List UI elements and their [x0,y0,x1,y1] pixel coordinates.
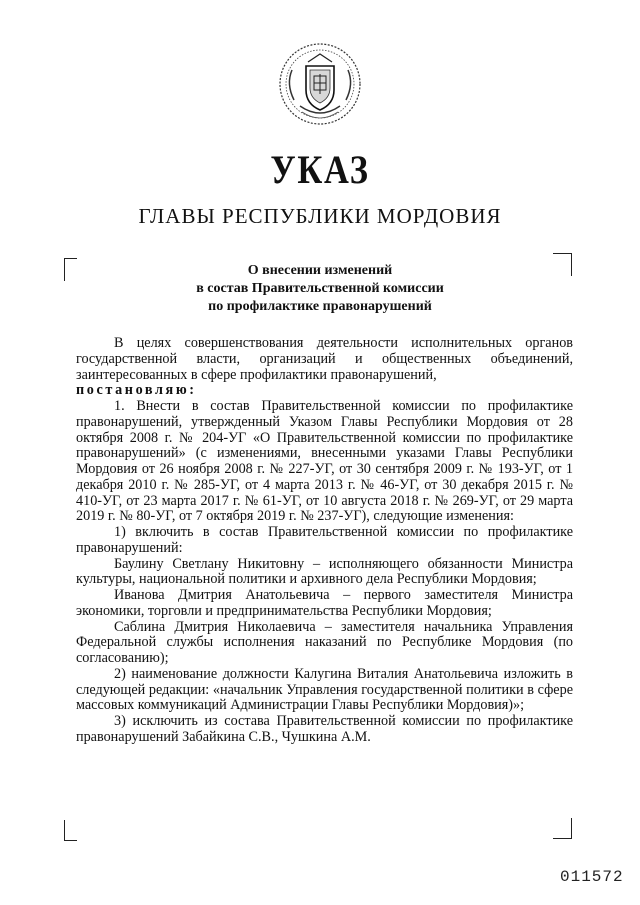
document-title: УКАЗ [270,147,370,192]
paragraph-2: 1) включить в состав Правительственной комиссии по профилактике правонарушений: [76,524,573,556]
decree-body [76,336,573,746]
body-corner-mark-bottom-left [64,820,77,841]
intro-paragraph: В целях совершенствования деятельности исполнительных органов государственной власти, организаций и общественных объединений, заинтересованных в сфере профилактики правонарушений, [76,335,573,383]
decree-word: постановляю: [76,382,197,399]
body-corner-mark-bottom-right [553,818,572,839]
document-subtitle: ГЛАВЫ РЕСПУБЛИКИ МОРДОВИЯ [138,204,502,228]
heading-line-2: в состав Правительственной комиссии [196,281,444,296]
paragraph-4: Иванова Дмитрия Анатольевича – первого заместителя Министра экономики, торговли и предпринимательства Республики Мордовия; [76,587,573,619]
paragraph-5: Саблина Дмитрия Николаевича – заместителя начальника Управления Федеральной службы исполнения наказаний по Республике Мордовия (по согласованию); [76,618,573,666]
paragraph-3: Баулину Светлану Никитовну – исполняющего обязанности Министра культуры, национальной политики и архивного дела Республики Мордовия; [76,555,573,588]
paragraph-7: 3) исключить из состава Правительственной комиссии по профилактике правонарушений Забайкина С.В., Чушкина А.М. [76,713,573,745]
mordovia-coat-of-arms-icon [276,40,364,128]
heading-line-1: О внесении изменений [247,263,393,278]
serial-number: 011572 [560,868,624,886]
heading-line-3: по профилактике правонарушений [208,299,432,314]
decree-heading [0,262,640,316]
paragraph-1: 1. Внести в состав Правительственной комиссии по профилактике правонарушений, утвержденный Указом Главы Республики Мордовия от 28 октября 2008 г. № 204-УГ «О Правительственной комиссии по профилактике правонарушений» (с изменениями, внесенными указами Главы Республики Мордовия от 26 ноября 2008 г. № 227-УГ, от 30 сентября 2009 г. № 193-УГ, от 1 декабря 2010 г. № 285-УГ, от 4 марта 2013 г. № 46-УГ, от 30 декабря 2015 г. № 410-УГ, от 23 марта 2017 г. № 61-УГ, от 10 августа 2018 г. № 269-УГ, от 29 марта 2019 г. № 80-УГ, от 7 октября 2019 г. № 237-УГ), следующие изменения: [76,398,573,525]
paragraph-6: 2) наименование должности Калугина Виталия Анатольевича изложить в следующей редакции: «начальник Управления государственной политики в сфере массовых коммуникаций Администрации Главы Республики Мордовия)»; [76,665,573,714]
